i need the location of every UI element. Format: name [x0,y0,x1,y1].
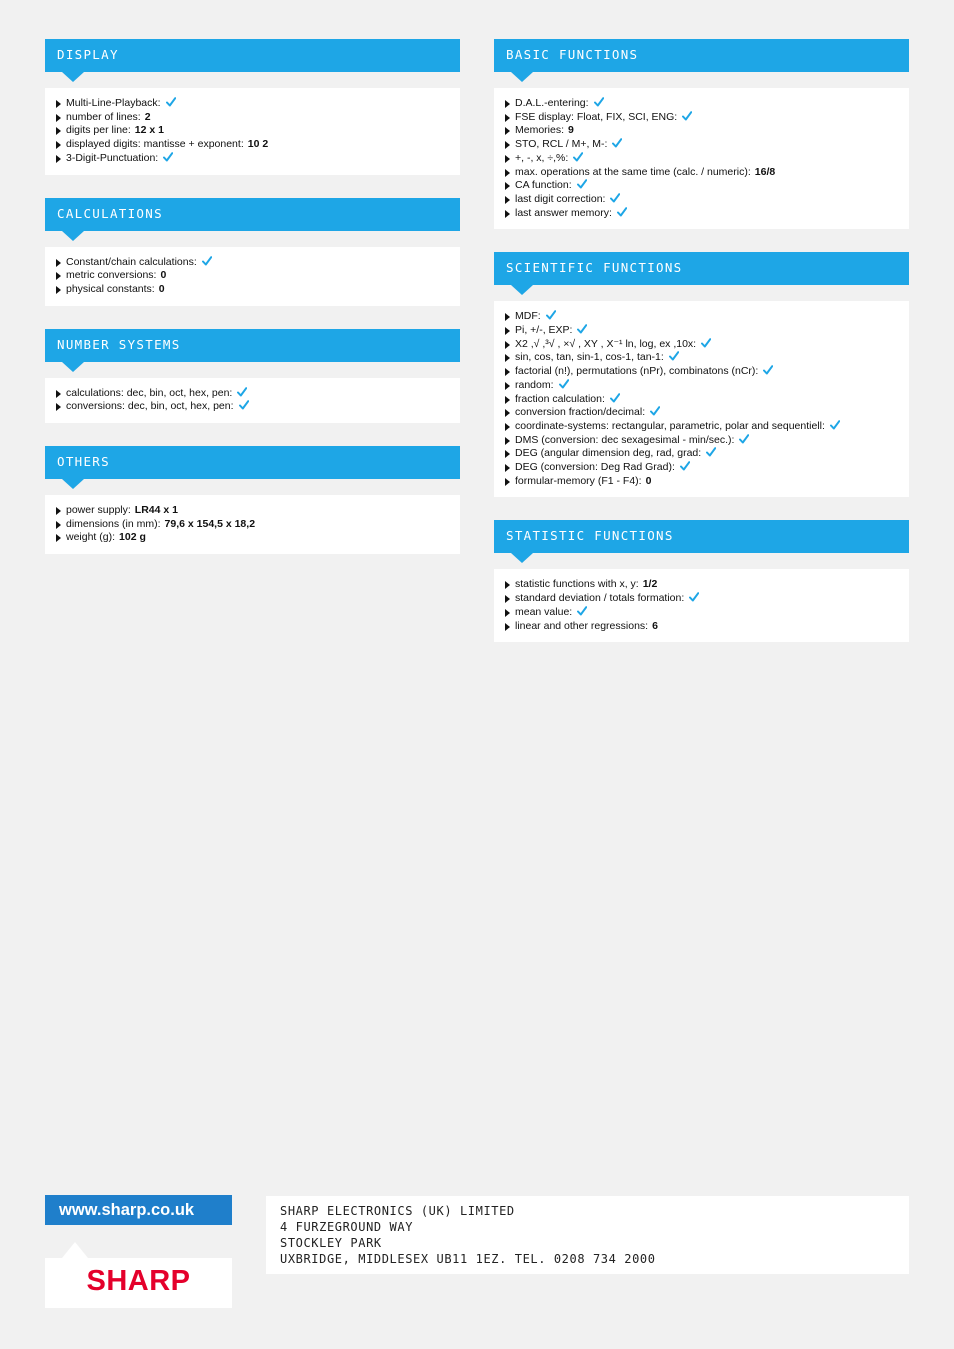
item-label: DEG (conversion: Deg Rad Grad): [515,461,675,474]
item-label: weight (g): [66,531,116,544]
spec-list [504,578,899,633]
section-body [45,378,460,423]
section-header: SCIENTIFIC FUNCTIONS [494,252,909,285]
list-item [504,606,899,620]
checkmark-icon [689,592,699,602]
section-header: BASIC FUNCTIONS [494,39,909,72]
right-column [494,39,909,665]
item-label: last answer memory: [515,206,612,219]
checkmark-icon [682,111,692,121]
checkmark-icon [610,393,620,403]
address-line: 4 FURZEGROUND WAY [280,1220,414,1234]
list-item [504,124,899,138]
list-item [504,461,899,475]
item-label: Multi-Line-Playback: [66,97,161,109]
item-value: 12 x 1 [134,124,164,137]
list-item [504,592,899,606]
list-item [55,283,450,297]
list-item [504,310,899,324]
list-item [504,179,899,193]
list-item [504,166,899,180]
spec-list [55,97,450,166]
item-label: 3-Digit-Punctuation: [66,151,159,164]
checkmark-icon [546,310,556,320]
list-item [55,387,450,401]
list-item [504,351,899,365]
item-value: 0 [160,269,167,282]
item-value: 102 g [119,531,146,544]
statistic-functions-section [494,520,909,642]
item-value: 0 [645,474,652,487]
list-item [504,447,899,461]
item-label: random: [515,378,554,391]
item-label: factorial (n!), permutations (nPr), combinatons (nCr): [515,365,759,378]
checkmark-icon [706,447,716,457]
list-item [504,111,899,125]
item-label: standard deviation / totals formation: [515,592,685,605]
section-header: STATISTIC FUNCTIONS [494,520,909,553]
item-label: sin, cos, tan, sin-1, cos-1, tan-1: [515,351,664,364]
item-label: dimensions (in mm): [66,517,161,530]
address-line: STOCKLEY PARK [280,1236,382,1250]
others-section [45,446,460,554]
section-body [45,495,460,554]
checkmark-icon [573,152,583,162]
item-label: formular-memory (F1 - F4): [515,474,642,487]
item-label: physical constants: [66,282,155,295]
item-label: number of lines: [66,110,141,123]
item-label: metric conversions: [66,269,157,282]
item-label: X2 ,√ ,³√ , ×√ , XY , X⁻¹ ln, log, ex ,10x: [515,337,697,350]
list-item [55,138,450,152]
list-item [504,338,899,352]
list-item [55,531,450,545]
section-body [494,88,909,229]
section-header: OTHERS [45,446,460,479]
checkmark-icon [166,97,176,107]
list-item [55,504,450,518]
checkmark-icon [559,379,569,389]
checkmark-icon [163,152,173,162]
spec-list [55,387,450,414]
scientific-functions-section [494,252,909,497]
item-label: Constant/chain calculations: [66,255,197,268]
item-label: linear and other regressions: [515,619,649,632]
checkmark-icon [577,179,587,189]
checkmark-icon [830,420,840,430]
item-label: displayed digits: mantisse + exponent: [66,138,244,151]
item-label: CA function: [515,179,572,192]
item-label: last digit correction: [515,192,606,205]
item-value: 9 [568,124,574,137]
item-label: conversion fraction/decimal: [515,406,646,419]
item-value: 1/2 [642,578,658,591]
list-item [504,475,899,489]
item-value: LR44 x 1 [134,504,178,517]
section-body [494,569,909,642]
item-label: Pi, +/-, EXP: [515,324,573,337]
list-item [504,406,899,420]
checkmark-icon [577,324,587,334]
list-item [504,97,899,111]
item-value: 6 [652,619,658,632]
item-value: 0 [158,282,165,295]
logo-box [45,1258,232,1308]
section-body [45,247,460,306]
item-label: STO, RCL / M+, M-: [515,138,608,151]
item-label: coordinate-systems: rectangular, parametric, polar and sequentiell: [515,419,825,432]
list-item [504,420,899,434]
item-value: 10 2 [247,138,269,151]
item-label: fraction calculation: [515,392,605,405]
checkmark-icon [577,606,587,616]
list-item [55,269,450,283]
list-item [504,578,899,592]
checkmark-icon [202,256,212,266]
checkmark-icon [701,338,711,348]
number-systems-section [45,329,460,423]
section-body [494,301,909,497]
list-item [55,152,450,166]
item-label: power supply: [66,504,131,517]
website-link[interactable]: www.sharp.co.uk [45,1195,232,1225]
list-item [55,124,450,138]
checkmark-icon [610,193,620,203]
checkmark-icon [739,434,749,444]
list-item [55,400,450,414]
left-column [45,39,460,577]
calculations-section [45,198,460,306]
section-header: NUMBER SYSTEMS [45,329,460,362]
display-section [45,39,460,175]
list-item [504,620,899,634]
checkmark-icon [594,97,604,107]
item-label: D.A.L.-entering: [515,97,589,109]
address-line: UXBRIDGE, MIDDLESEX UB11 1EZ. TEL. 0208 734 2000 [280,1252,656,1266]
spec-list [504,310,899,488]
item-label: DEG (angular dimension deg, rad, grad: [515,447,702,460]
list-item [55,518,450,532]
spec-list [55,256,450,297]
list-item [504,138,899,152]
list-item [55,97,450,111]
item-label: statistic functions with x, y: [515,578,639,591]
item-label: digits per line: [66,124,131,137]
item-label: calculations: dec, bin, oct, hex, pen: [66,386,233,399]
item-value: 16/8 [754,165,776,178]
checkmark-icon [239,400,249,410]
list-item [504,434,899,448]
sharp-logo: SHARP [86,1265,191,1297]
checkmark-icon [763,365,773,375]
list-item [55,111,450,125]
section-header: DISPLAY [45,39,460,72]
item-label: mean value: [515,605,573,618]
checkmark-icon [612,138,622,148]
item-value: 79,6 x 154,5 x 18,2 [164,517,256,530]
item-label: +, -, x, ÷,%: [515,151,569,164]
spec-list [55,504,450,545]
checkmark-icon [237,387,247,397]
list-item [504,193,899,207]
section-header: CALCULATIONS [45,198,460,231]
checkmark-icon [680,461,690,471]
item-label: Memories: [515,124,565,137]
item-label: FSE display: Float, FIX, SCI, ENG: [515,110,678,123]
checkmark-icon [617,207,627,217]
item-label: DMS (conversion: dec sexagesimal - min/sec.): [515,433,735,446]
company-address [266,1196,909,1274]
item-label: max. operations at the same time (calc. / numeric): [515,165,751,178]
list-item [504,152,899,166]
item-label: MDF: [515,310,541,323]
list-item [504,365,899,379]
list-item [55,256,450,270]
section-body [45,88,460,175]
spec-list [504,97,899,220]
checkmark-icon [669,351,679,361]
list-item [504,207,899,221]
address-line: SHARP ELECTRONICS (UK) LIMITED [280,1204,515,1218]
basic-functions-section [494,39,909,229]
checkmark-icon [650,406,660,416]
item-value: 2 [144,110,151,123]
item-label: conversions: dec, bin, oct, hex, pen: [66,400,234,413]
list-item [504,324,899,338]
list-item [504,379,899,393]
list-item [504,393,899,407]
